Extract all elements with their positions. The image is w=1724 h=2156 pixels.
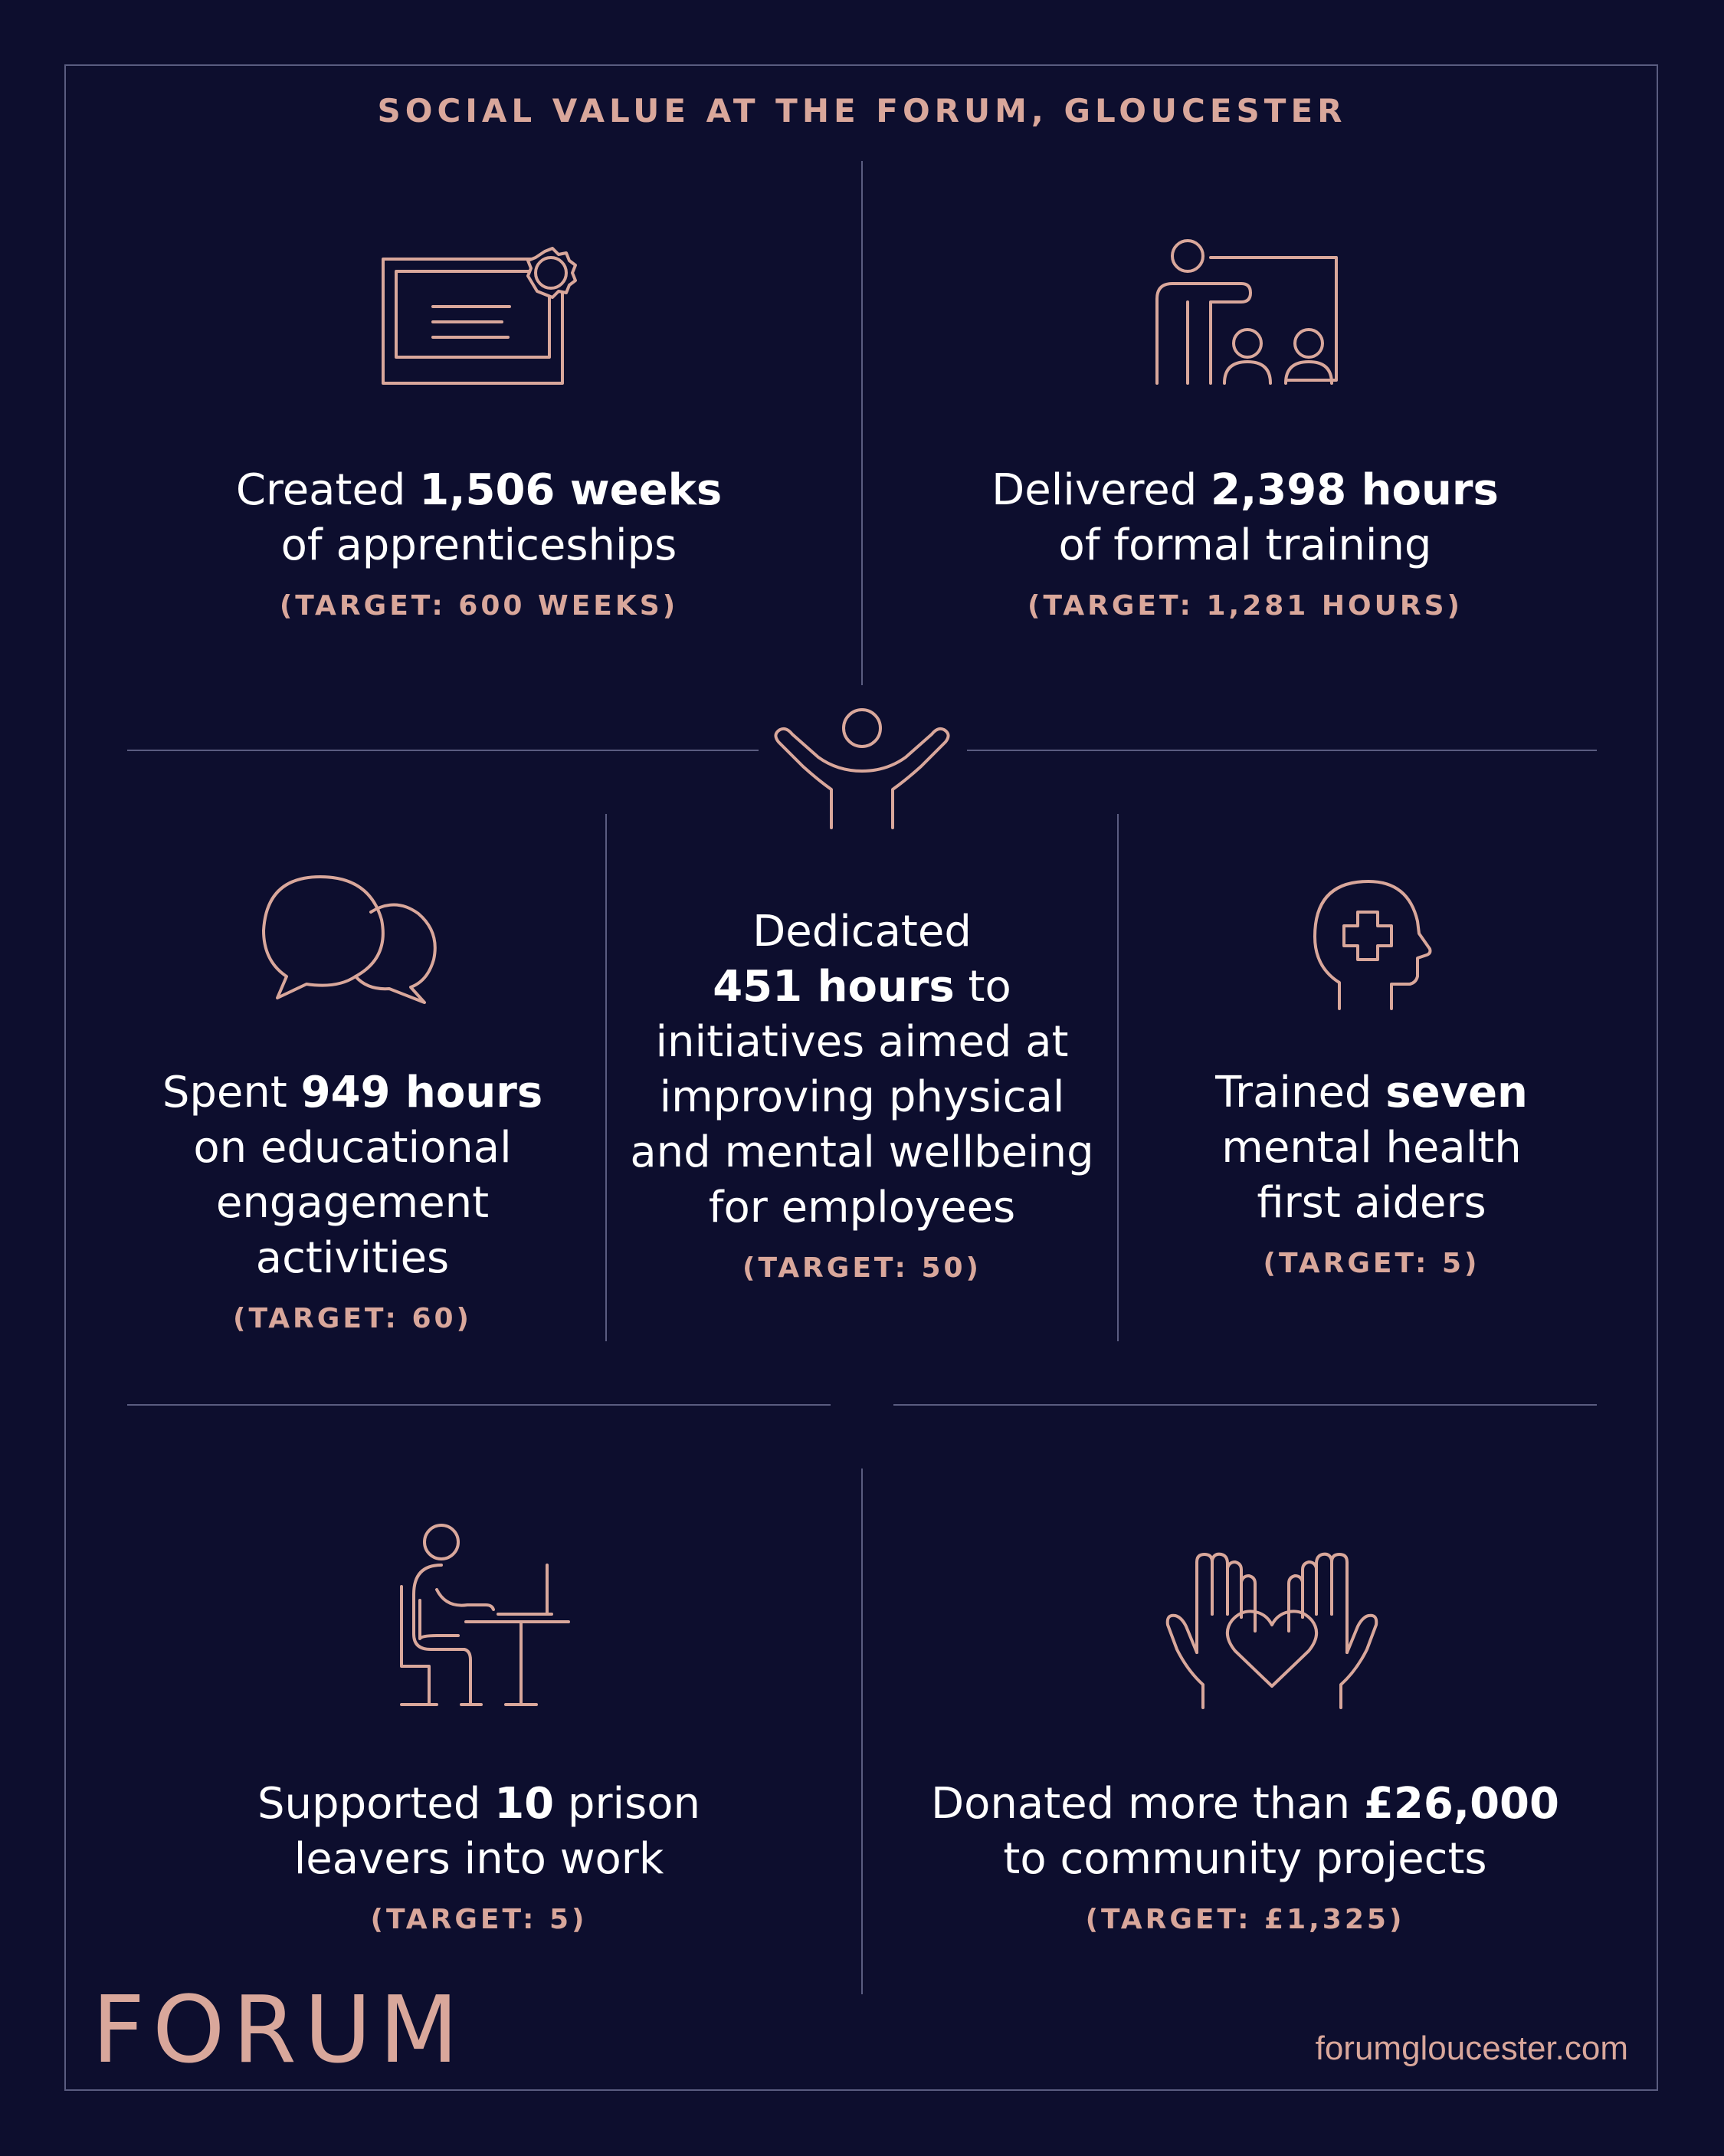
page-title: SOCIAL VALUE AT THE FORUM, GLOUCESTER — [377, 92, 1347, 130]
divider — [605, 814, 607, 1341]
website-link[interactable]: forumgloucester.com — [1315, 2030, 1628, 2067]
divider — [127, 750, 759, 751]
speech-bubbles-icon — [261, 874, 441, 1004]
divider — [127, 1404, 831, 1406]
divider — [1117, 814, 1119, 1341]
certificate-icon — [379, 245, 578, 388]
stat-mental-health-aiders: Trained seven mental health first aiders (TARGET: 5) — [1134, 1065, 1609, 1279]
target-label: (TARGET: £1,325) — [1085, 1904, 1405, 1935]
stat-wellbeing: Dedicated 451 hours to initiatives aimed at improving physical and mental wellbeing for employees (TARGET: 50) — [613, 904, 1111, 1284]
stat-formal-training: Delivered 2,398 hours of formal training (TARGET: 1,281 HOURS) — [942, 463, 1548, 622]
target-label: (TARGET: 600 WEEKS) — [279, 590, 679, 622]
mental-health-icon — [1312, 878, 1431, 1010]
presentation-icon — [1149, 238, 1341, 388]
stat-prison-leavers: Supported 10 prison leavers into work (TARGET: 5) — [176, 1777, 782, 1935]
divider — [967, 750, 1597, 751]
stat-educational-engagement: Spent 949 hours on educational engagement activities (TARGET: 60) — [115, 1065, 590, 1334]
stat-donations: Donated more than £26,000 to community projects (TARGET: £1,325) — [904, 1777, 1586, 1935]
target-label: (TARGET: 1,281 HOURS) — [1028, 590, 1463, 622]
target-label: (TARGET: 5) — [1263, 1248, 1480, 1279]
divider — [893, 1404, 1597, 1406]
forum-logo: FORUM — [92, 1977, 467, 2084]
person-at-desk-icon — [391, 1524, 569, 1708]
target-label: (TARGET: 50) — [742, 1252, 982, 1284]
hands-heart-icon — [1165, 1551, 1379, 1709]
person-celebrating-icon — [772, 707, 952, 829]
target-label: (TARGET: 60) — [232, 1303, 472, 1334]
stat-apprenticeships: Created 1,506 weeks of apprenticeships (TARGET: 600 WEEKS) — [176, 463, 782, 622]
target-label: (TARGET: 5) — [370, 1904, 588, 1935]
divider — [861, 1469, 863, 1994]
divider — [861, 161, 863, 685]
